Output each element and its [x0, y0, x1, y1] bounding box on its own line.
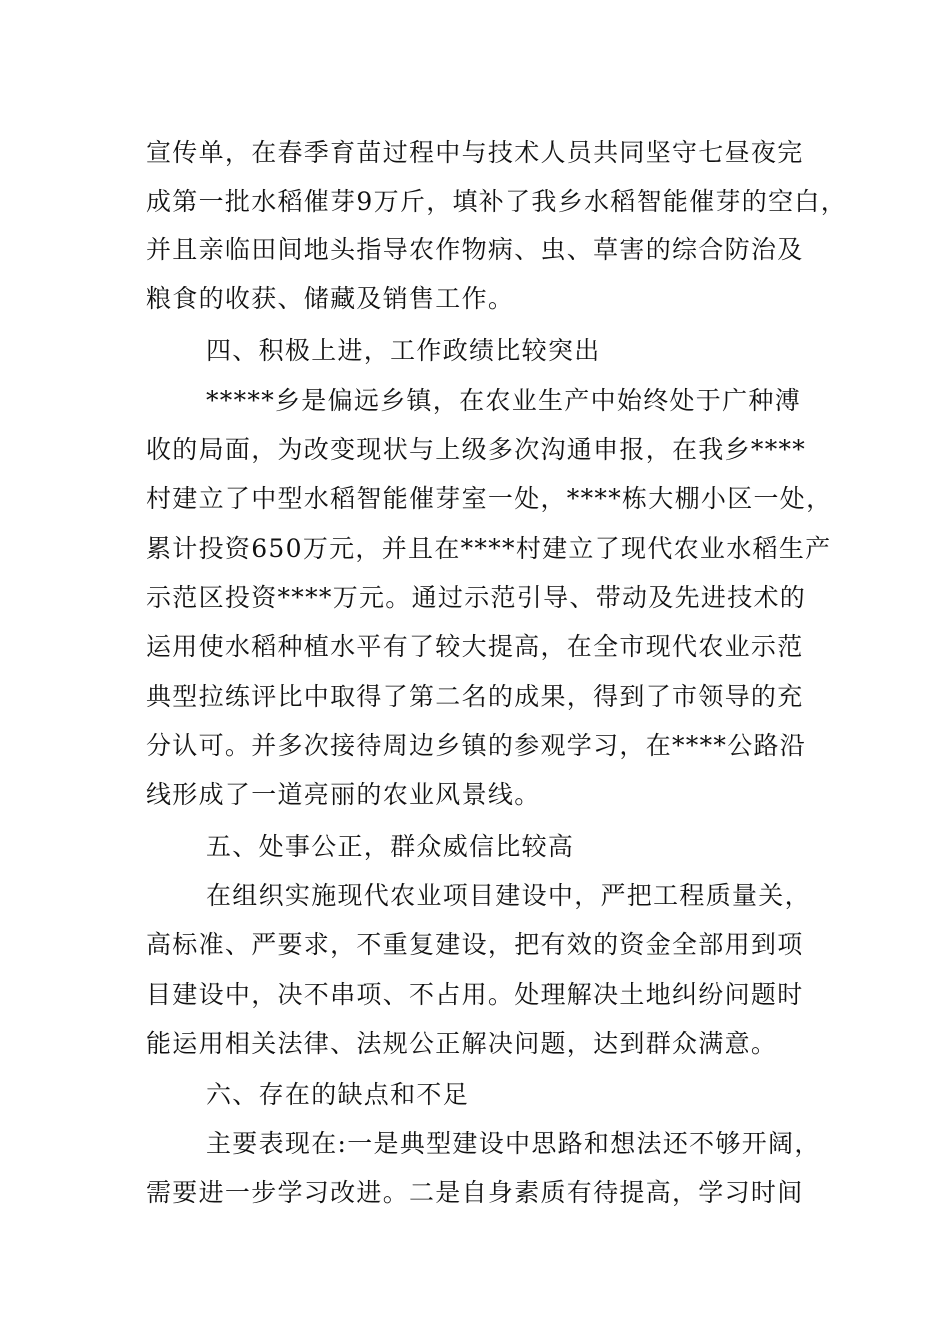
- body-text-line: 高标准、严要求，不重复建设，把有效的资金全部用到项: [146, 930, 804, 959]
- body-text-line: 需要进一步学习改进。二是自身素质有待提高，学习时间: [146, 1178, 804, 1207]
- body-text-line: 宣传单，在春季育苗过程中与技术人员共同坚守七昼夜完: [146, 138, 804, 167]
- body-text-line: 成第一批水稻催芽9万斤，填补了我乡水稻智能催芽的空白，: [146, 187, 848, 216]
- section-heading: 五、处事公正，群众威信比较高: [206, 832, 575, 861]
- section-heading: 四、积极上进，工作政绩比较突出: [206, 336, 601, 365]
- body-text-line: 并且亲临田间地头指导农作物病、虫、草害的综合防治及: [146, 235, 804, 264]
- paragraph-first-line: 在组织实施现代农业项目建设中，严把工程质量关，: [206, 881, 811, 910]
- body-text-line: 线形成了一道亮丽的农业风景线。: [146, 780, 541, 809]
- body-text-line: 目建设中，决不串项、不占用。处理解决土地纠纷问题时: [146, 980, 804, 1009]
- paragraph-first-line: 主要表现在:一是典型建设中思路和想法还不够开阔，: [206, 1129, 821, 1158]
- body-text-line: 示范区投资****万元。通过示范引导、带动及先进技术的: [146, 583, 807, 612]
- body-text-line: 分认可。并多次接待周边乡镇的参观学习，在****公路沿: [146, 731, 807, 760]
- body-text-line: 典型拉练评比中取得了第二名的成果，得到了市领导的充: [146, 682, 804, 711]
- body-text-line: 粮食的收获、储藏及销售工作。: [146, 284, 515, 313]
- body-text-line: 累计投资650万元，并且在****村建立了现代农业水稻生产: [146, 534, 832, 563]
- body-text-line: 收的局面，为改变现状与上级多次沟通申报，在我乡****: [146, 435, 807, 464]
- section-heading: 六、存在的缺点和不足: [206, 1080, 470, 1109]
- body-text-line: 村建立了中型水稻智能催芽室一处，****栋大棚小区一处，: [146, 484, 833, 513]
- body-text-line: 运用使水稻种植水平有了较大提高，在全市现代农业示范: [146, 632, 804, 661]
- paragraph-first-line: *****乡是偏远乡镇，在农业生产中始终处于广种溥: [206, 386, 802, 415]
- body-text-line: 能运用相关法律、法规公正解决问题，达到群众满意。: [146, 1029, 778, 1058]
